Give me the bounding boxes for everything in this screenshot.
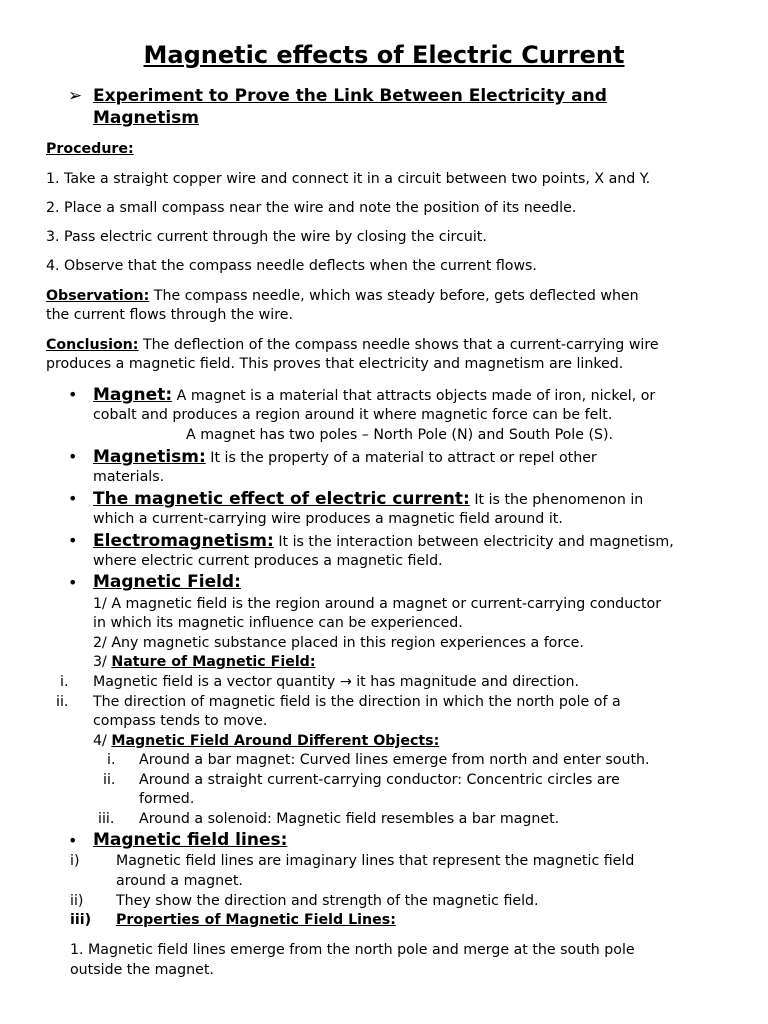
object-item-ii-line2: formed.	[139, 791, 195, 807]
magnetic-effect-definition	[93, 490, 643, 510]
magnet-line3: A magnet has two poles – North Pole (N) and South Pole (S).	[186, 427, 614, 443]
field-point-1-line2: in which its magnetic influence can be experienced.	[93, 615, 463, 631]
bullet-icon: •	[68, 385, 78, 404]
arrow-bullet-icon: ➢	[68, 86, 83, 106]
lines-item-i-line2: around a magnet.	[116, 873, 243, 889]
lines-item-iii-number: iii)	[70, 912, 92, 928]
magnetic-field-term: Magnetic Field:	[93, 572, 241, 592]
magnet-line2: cobalt and produces a region around it where magnetic force can be felt.	[93, 407, 613, 423]
lines-item-i-number: i)	[70, 853, 80, 869]
lines-item-i-line1: Magnetic field lines are imaginary lines that represent the magnetic field	[116, 853, 635, 869]
nature-item-i-number: i.	[60, 674, 69, 690]
bullet-icon: •	[68, 831, 78, 850]
bullet-icon: •	[68, 531, 78, 550]
electromagnetism-line2: where electric current produces a magnetic field.	[93, 553, 443, 569]
magnet-definition	[93, 386, 655, 406]
electromagnetism-text: It is the interaction between electricity and magnetism,	[273, 534, 674, 550]
objects-heading: Magnetic Field Around Different Objects:	[111, 733, 440, 749]
property-1-line1: 1. Magnetic field lines emerge from the north pole and merge at the south pole	[70, 942, 635, 958]
bullet-icon: •	[68, 447, 78, 466]
magnetism-line2: materials.	[93, 469, 165, 485]
magnetic-effect-text: It is the phenomenon in	[469, 492, 644, 508]
procedure-step-1: 1. Take a straight copper wire and connect it in a circuit between two points, X and Y.	[46, 171, 651, 187]
nature-item-ii-line1: The direction of magnetic field is the direction in which the north pole of a	[93, 694, 621, 710]
object-item-ii-number: ii.	[103, 772, 116, 788]
object-item-i: Around a bar magnet: Curved lines emerge from north and enter south.	[139, 752, 650, 768]
field-point-3-prefix: 3/	[93, 654, 112, 670]
magnet-text: A magnet is a material that attracts objects made of iron, nickel, or	[172, 388, 656, 404]
nature-item-i: Magnetic field is a vector quantity → it has magnitude and direction.	[93, 674, 579, 690]
object-item-ii-line1: Around a straight current-carrying conductor: Concentric circles are	[139, 772, 620, 788]
bullet-icon: •	[68, 489, 78, 508]
nature-item-ii-line2: compass tends to move.	[93, 713, 268, 729]
observation-line2: the current flows through the wire.	[46, 307, 293, 323]
observation-text: The compass needle, which was steady before, gets deflected when	[149, 288, 639, 304]
experiment-heading-line2: Magnetism	[93, 108, 199, 128]
observation-paragraph	[46, 288, 639, 304]
nature-heading: Nature of Magnetic Field:	[111, 654, 316, 670]
procedure-step-2: 2. Place a small compass near the wire and note the position of its needle.	[46, 200, 577, 216]
object-item-iii: Around a solenoid: Magnetic field resembles a bar magnet.	[139, 811, 560, 827]
experiment-heading-line1: Experiment to Prove the Link Between Electricity and	[93, 86, 607, 106]
properties-heading: Properties of Magnetic Field Lines:	[116, 912, 396, 928]
bullet-icon: •	[68, 573, 78, 592]
lines-item-ii-number: ii)	[70, 893, 84, 909]
magnetic-effect-term: The magnetic effect of electric current:	[93, 489, 470, 509]
magnetism-definition	[93, 448, 597, 468]
field-point-3	[93, 654, 316, 670]
lines-item-ii: They show the direction and strength of the magnetic field.	[116, 893, 539, 909]
magnetic-effect-line2: which a current-carrying wire produces a magnetic field around it.	[93, 511, 563, 527]
magnetism-term: Magnetism:	[93, 447, 206, 467]
object-item-i-number: i.	[107, 752, 116, 768]
conclusion-line2: produces a magnetic field. This proves that electricity and magnetism are linked.	[46, 356, 624, 372]
conclusion-text: The deflection of the compass needle shows that a current-carrying wire	[138, 337, 659, 353]
electromagnetism-term: Electromagnetism:	[93, 531, 274, 551]
observation-label: Observation:	[46, 288, 150, 304]
magnetism-text: It is the property of a material to attract or repel other	[205, 450, 597, 466]
property-1-line2: outside the magnet.	[70, 962, 214, 978]
procedure-step-3: 3. Pass electric current through the wire by closing the circuit.	[46, 229, 487, 245]
object-item-iii-number: iii.	[98, 811, 115, 827]
field-point-4	[93, 733, 439, 749]
procedure-step-4: 4. Observe that the compass needle deflects when the current flows.	[46, 258, 537, 274]
magnet-term: Magnet:	[93, 385, 173, 405]
nature-item-ii-number: ii.	[56, 694, 69, 710]
conclusion-paragraph	[46, 337, 659, 353]
conclusion-label: Conclusion:	[46, 337, 139, 353]
procedure-label: Procedure:	[46, 141, 134, 157]
field-point-4-prefix: 4/	[93, 733, 112, 749]
field-point-1-line1: 1/ A magnetic field is the region around a magnet or current-carrying conductor	[93, 596, 662, 612]
field-lines-term: Magnetic field lines:	[93, 830, 288, 850]
field-point-2: 2/ Any magnetic substance placed in this region experiences a force.	[93, 635, 584, 651]
page-title: Magnetic effects of Electric Current	[143, 41, 625, 69]
electromagnetism-definition	[93, 532, 674, 552]
